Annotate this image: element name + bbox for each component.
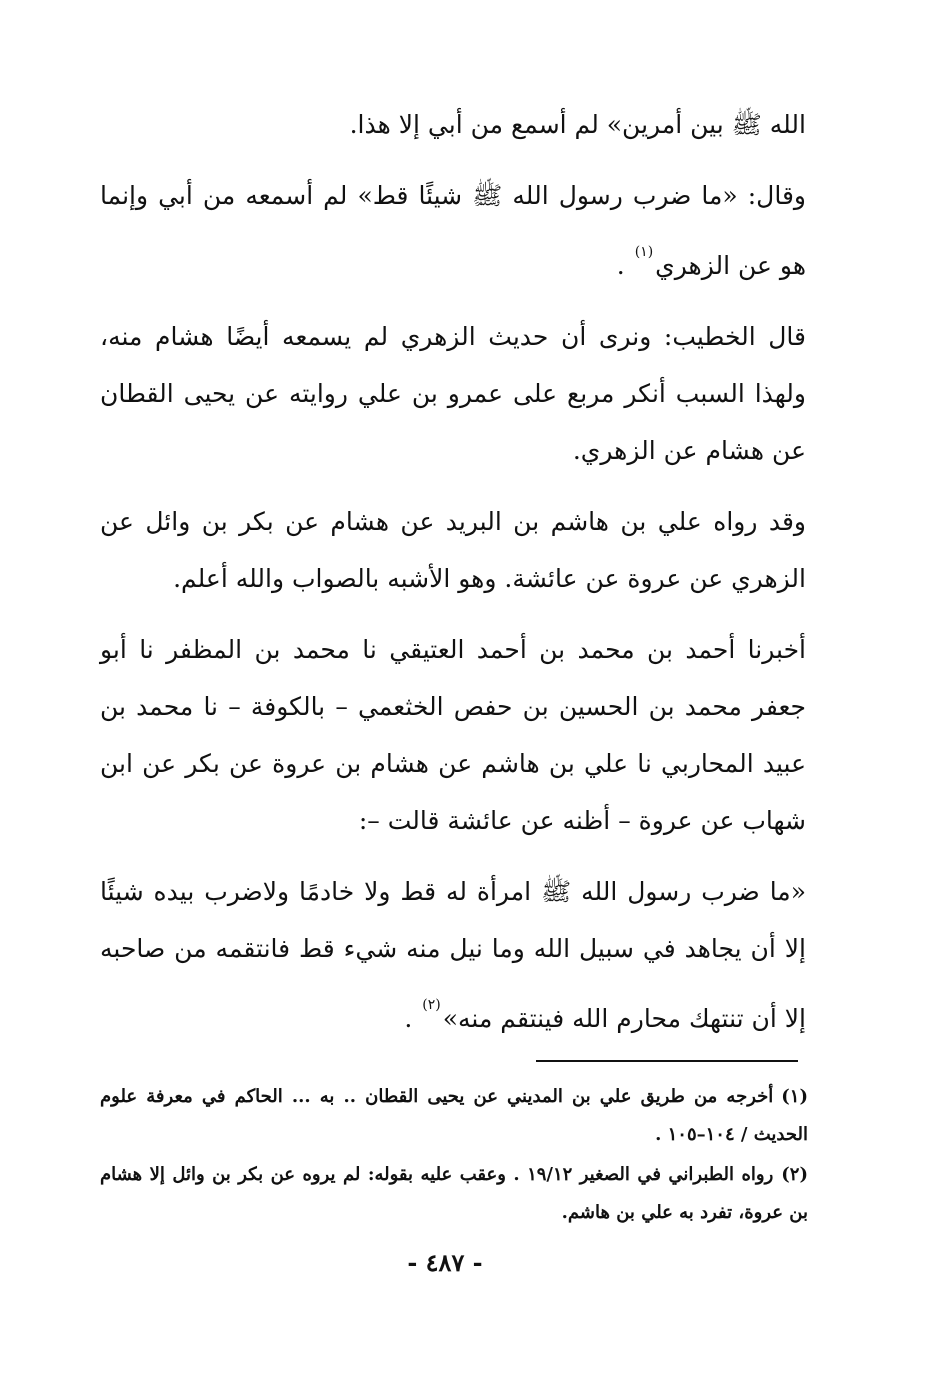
paragraph-1: الله ﷺ بين أمرين» لم أسمع من أبي إلا هذا. (349, 110, 806, 139)
footnote-number: (١) (781, 1086, 808, 1107)
paragraph-6 (100, 863, 806, 1047)
footnote-number: (٢) (781, 1164, 808, 1185)
sentence-end-mark: . (616, 251, 625, 280)
paragraph-2-text: وقال: «ما ضرب رسول الله ﷺ شيئًا قط» لم أسمعه من أبي وإنما هو عن الزهري (100, 181, 806, 280)
paragraph-2 (100, 167, 806, 294)
footnote-1 (100, 1078, 808, 1154)
page-number: - ٤٨٧ - (407, 1248, 483, 1277)
paragraph-5: أخبرنا أحمد بن محمد بن أحمد العتيقي نا محمد بن المظفر نا أبو جعفر محمد بن الحسين بن حفص الخثعمي – بالكوفة – نا محمد بن عبيد المحاربي نا علي بن هاشم عن هشام بن عروة عن بكر عن ابن شهاب عن عروة – أظنه عن عائشة قالت –: (100, 635, 807, 835)
paragraph-3: قال الخطيب: ونرى أن حديث الزهري لم يسمعه أيضًا هشام منه، ولهذا السبب أنكر مربع على عمرو بن علي روايته عن يحيى القطان عن هشام عن الزهري. (100, 322, 806, 465)
paragraph-6-text: «ما ضرب رسول الله ﷺ امرأة له قط ولا خادمًا ولاضرب بيده شيئًا إلا أن يجاهد في سبيل الله وما نيل منه شيء قط فانتقمه من صاحبه إلا أن تنتهك محارم الله فينتقم منه» (100, 877, 806, 1033)
footnote-ref-2[interactable]: (٢) (422, 997, 441, 1013)
footnote-text: أخرجه من طريق علي بن المديني عن يحيى القطان .. به ... الحاكم في معرفة علوم الحديث / ١٠٤–١٠٥ . (100, 1086, 808, 1145)
footnotes (100, 1078, 808, 1234)
footnote-text: رواه الطبراني في الصغير ١٩/١٢ . وعقب عليه بقوله: لم يروه عن بكر بن وائل إلا هشام بن عروة، تفرد به علي بن هاشم. (100, 1164, 808, 1223)
sentence-end-mark: . (404, 1004, 413, 1033)
footnote-divider (536, 1060, 798, 1062)
footnote-ref-1[interactable]: (١) (634, 244, 654, 260)
footnote-2 (100, 1156, 808, 1232)
main-text (100, 96, 806, 1061)
paragraph-4: وقد رواه علي بن هاشم بن البريد عن هشام عن بكر بن وائل عن الزهري عن عروة عن عائشة. وهو الأشبه بالصواب والله أعلم. (100, 507, 806, 593)
